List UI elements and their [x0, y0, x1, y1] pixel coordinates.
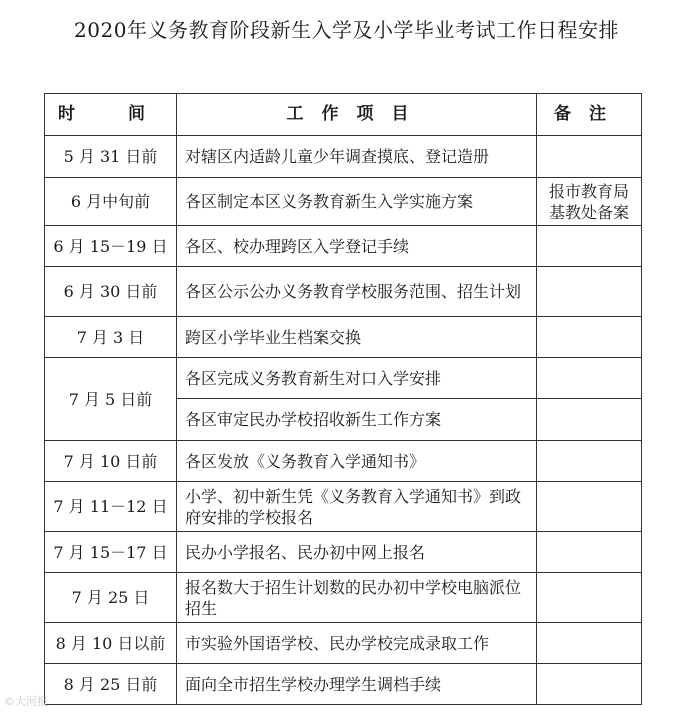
table-row [45, 573, 642, 623]
table-header-row [45, 94, 642, 136]
table-row [45, 664, 642, 705]
row-item: 各区完成义务教育新生对口入学安排 [177, 358, 537, 399]
row-note: 报市教育局基教处备案 [537, 178, 642, 226]
row-item: 市实验外国语学校、民办学校完成录取工作 [177, 623, 537, 664]
row-item: 各区审定民办学校招收新生工作方案 [177, 399, 537, 441]
row-note [537, 532, 642, 573]
watermark: ©大河报 [4, 695, 48, 708]
row-time: 7 月 3 日 [45, 317, 177, 358]
row-item: 跨区小学毕业生档案交换 [177, 317, 537, 358]
page-title: 2020年义务教育阶段新生入学及小学毕业考试工作日程安排 [74, 18, 619, 42]
row-item: 各区、校办理跨区入学登记手续 [177, 226, 537, 267]
row-item: 各区公示公办义务教育学校服务范围、招生计划 [177, 267, 537, 317]
row-note [537, 664, 642, 705]
row-time: 8 月 10 日以前 [45, 623, 177, 664]
row-note [537, 399, 642, 441]
row-note [537, 573, 642, 623]
row-note [537, 358, 642, 399]
row-time: 7 月 25 日 [45, 573, 177, 623]
header-item: 工作项目 [177, 94, 537, 136]
row-note [537, 317, 642, 358]
row-item: 报名数大于招生计划数的民办初中学校电脑派位招生 [177, 573, 537, 623]
table-row [45, 358, 642, 399]
row-item: 对辖区内适龄儿童少年调查摸底、登记造册 [177, 136, 537, 178]
row-note [537, 267, 642, 317]
table-row [45, 441, 642, 482]
row-note [537, 482, 642, 532]
row-time: 6 月 30 日前 [45, 267, 177, 317]
row-item: 面向全市招生学校办理学生调档手续 [177, 664, 537, 705]
table-row [45, 623, 642, 664]
table-row [45, 532, 642, 573]
table-row [45, 178, 642, 226]
row-item: 各区发放《义务教育入学通知书》 [177, 441, 537, 482]
row-time: 7 月 15－17 日 [45, 532, 177, 573]
table-row [45, 226, 642, 267]
row-item: 各区制定本区义务教育新生入学实施方案 [177, 178, 537, 226]
row-note [537, 226, 642, 267]
row-time: 6 月中旬前 [45, 178, 177, 226]
schedule-table [44, 93, 642, 705]
table-row [45, 317, 642, 358]
row-note [537, 136, 642, 178]
row-note [537, 441, 642, 482]
row-item: 小学、初中新生凭《义务教育入学通知书》到政府安排的学校报名 [177, 482, 537, 532]
row-time: 6 月 15－19 日 [45, 226, 177, 267]
table-row [45, 482, 642, 532]
row-time: 7 月 11－12 日 [45, 482, 177, 532]
row-item: 民办小学报名、民办初中网上报名 [177, 532, 537, 573]
table-row [45, 136, 642, 178]
row-time: 7 月 10 日前 [45, 441, 177, 482]
row-time: 5 月 31 日前 [45, 136, 177, 178]
row-note [537, 623, 642, 664]
table-row [45, 267, 642, 317]
row-time: 8 月 25 日前 [45, 664, 177, 705]
row-time: 7 月 5 日前 [45, 358, 177, 441]
header-time: 时 间 [45, 94, 177, 136]
header-note: 备注 [537, 94, 642, 136]
